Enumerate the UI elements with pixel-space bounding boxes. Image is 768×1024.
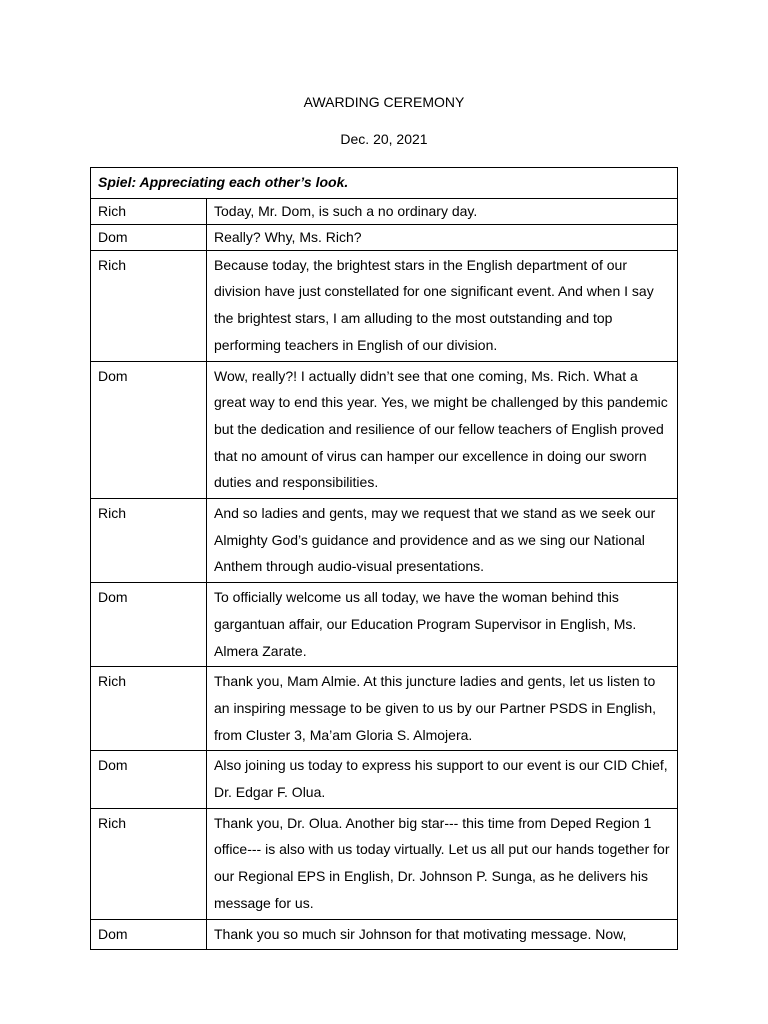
speaker-cell: Rich: [91, 198, 207, 224]
spiel-row: [91, 168, 678, 199]
table-row: [91, 361, 678, 499]
speaker-cell: Rich: [91, 499, 207, 583]
table-row: [91, 499, 678, 583]
line-cell: Thank you, Mam Almie. At this juncture ladies and gents, let us listen to an inspiring message to be given to us by our Partner PSDS in English, from Cluster 3, Ma’am Gloria S. Almojera.: [207, 667, 678, 751]
spiel-heading: Spiel: Appreciating each other’s look.: [91, 168, 678, 199]
line-cell: Today, Mr. Dom, is such a no ordinary day.: [207, 198, 678, 224]
table-row: [91, 198, 678, 224]
line-cell: Really? Why, Ms. Rich?: [207, 224, 678, 250]
speaker-cell: Dom: [91, 919, 207, 950]
speaker-cell: Rich: [91, 250, 207, 361]
table-row: [91, 919, 678, 950]
speaker-cell: Dom: [91, 583, 207, 667]
speaker-cell: Rich: [91, 808, 207, 919]
table-row: [91, 224, 678, 250]
table-row: [91, 667, 678, 751]
script-table: [90, 167, 678, 950]
document-date: Dec. 20, 2021: [340, 131, 428, 147]
line-cell: Wow, really?! I actually didn’t see that one coming, Ms. Rich. What a great way to end this year. Yes, we might be challenged by this pandemic but the dedication and resilience of our fellow teachers of English proved that no amount of virus can hamper our excellence in doing our sworn duties and responsibilities.: [207, 361, 678, 499]
speaker-cell: Dom: [91, 224, 207, 250]
table-row: [91, 751, 678, 808]
document-title: AWARDING CEREMONY: [303, 94, 465, 110]
line-cell: To officially welcome us all today, we have the woman behind this gargantuan affair, our Education Program Supervisor in English, Ms. Almera Zarate.: [207, 583, 678, 667]
table-row: [91, 583, 678, 667]
speaker-cell: Rich: [91, 667, 207, 751]
table-row: [91, 250, 678, 361]
line-cell: Thank you, Dr. Olua. Another big star--- this time from Deped Region 1 office--- is also with us today virtually. Let us all put our hands together for our Regional EPS in English, Dr. Johnson P. Sunga, as he delivers his message for us.: [207, 808, 678, 919]
line-cell: And so ladies and gents, may we request that we stand as we seek our Almighty God’s guidance and providence and as we sing our National Anthem through audio-visual presentations.: [207, 499, 678, 583]
speaker-cell: Dom: [91, 361, 207, 499]
line-cell: Thank you so much sir Johnson for that motivating message. Now,: [207, 919, 678, 950]
line-cell: Also joining us today to express his support to our event is our CID Chief, Dr. Edgar F. Olua.: [207, 751, 678, 808]
table-row: [91, 808, 678, 919]
speaker-cell: Dom: [91, 751, 207, 808]
line-cell: Because today, the brightest stars in the English department of our division have just constellated for one significant event. And when I say the brightest stars, I am alluding to the most outstanding and top performing teachers in English of our division.: [207, 250, 678, 361]
